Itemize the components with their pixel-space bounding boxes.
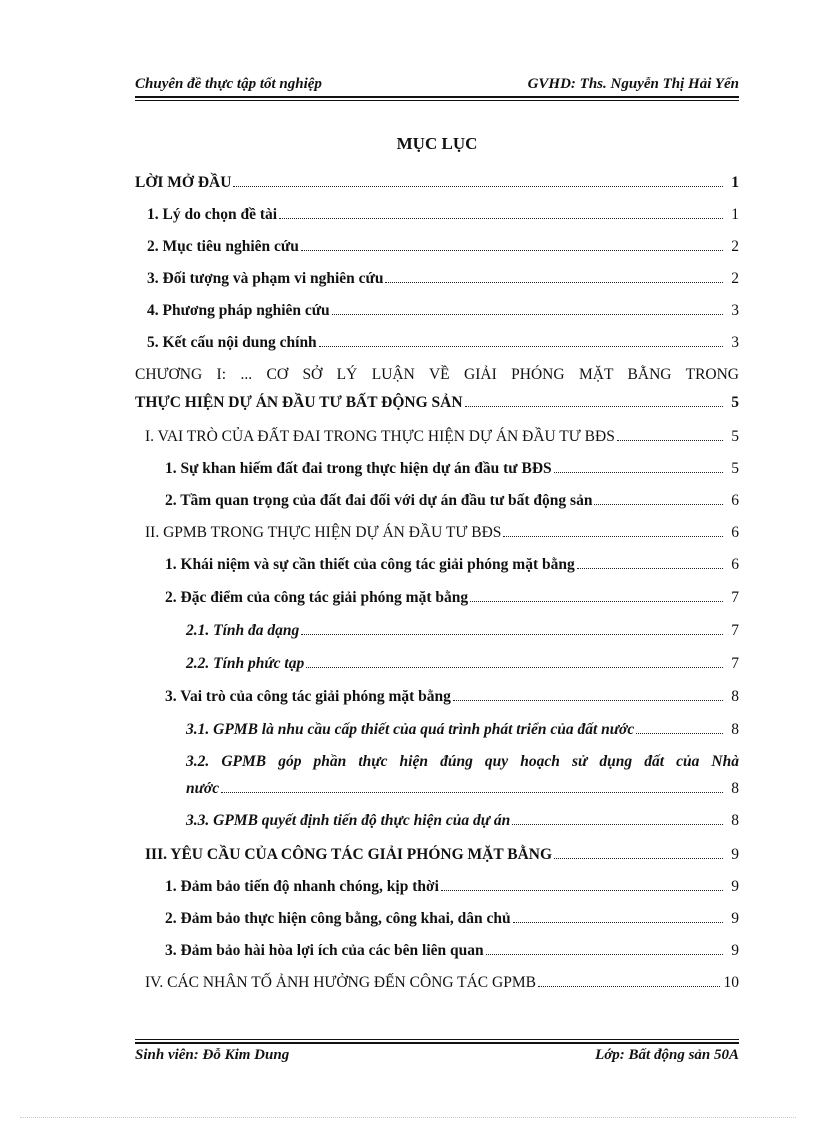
toc-entry-page: 8	[731, 688, 739, 705]
toc-entry[interactable]	[135, 298, 739, 320]
toc-entry[interactable]	[135, 842, 739, 864]
toc-entry-page: 1	[731, 206, 739, 223]
toc-entry[interactable]	[135, 938, 739, 960]
footer-rule	[135, 1042, 739, 1044]
toc-entry-page: 6	[731, 556, 739, 573]
toc-leader-dots	[301, 250, 723, 251]
toc-entry-label: 2. Tầm quan trọng của đất đai đối với dự án đầu tư bất động sản	[165, 492, 593, 509]
toc-entry-label: 3.1. GPMB là nhu cầu cấp thiết của quá trình phát triển của đất nước	[186, 721, 635, 738]
toc-entry-label: 3. Đảm bảo hài hòa lợi ích của các bên liên quan	[165, 942, 484, 959]
toc-entry[interactable]	[135, 390, 739, 412]
toc-leader-dots	[441, 890, 723, 891]
toc-leader-dots	[221, 792, 723, 793]
toc-entry-label: 1. Khái niệm và sự cần thiết của công tác giải phóng mặt bằng	[165, 556, 575, 573]
toc-entry-label: 3. Vai trò của công tác giải phóng mặt bằng	[165, 688, 451, 705]
toc-entry[interactable]	[135, 234, 739, 256]
toc-entry[interactable]	[135, 424, 739, 446]
toc-entry-label: III. YÊU CẦU CỦA CÔNG TÁC GIẢI PHÓNG MẶT BẰNG	[145, 846, 553, 863]
toc-entry-page: 2	[731, 238, 739, 255]
toc-leader-dots	[554, 858, 723, 859]
toc-leader-dots	[554, 472, 723, 473]
footer-student: Sinh viên: Đỗ Kim Dung	[135, 1047, 290, 1063]
toc-entry-label: 1. Đảm bảo tiến độ nhanh chóng, kịp thời	[165, 878, 439, 895]
page-title: MỤC LỤC	[396, 134, 478, 153]
toc-entry[interactable]	[135, 618, 739, 640]
toc-entry-page: 3	[731, 302, 739, 319]
toc-leader-dots	[453, 700, 723, 701]
toc-entry-label: LỜI MỞ ĐẦU	[135, 174, 232, 191]
toc-entry-label: I. VAI TRÒ CỦA ĐẤT ĐAI TRONG THỰC HIỆN DỰ ÁN ĐẦU TƯ BĐS	[145, 428, 615, 445]
toc-entry[interactable]	[135, 970, 739, 992]
toc-leader-dots	[503, 536, 723, 537]
toc-entry-label: 5. Kết cấu nội dung chính	[147, 334, 317, 351]
toc-entry-page: 1	[731, 174, 739, 191]
toc-entry-label: nước	[186, 780, 220, 797]
toc-leader-dots	[617, 440, 723, 441]
header-course-title: Chuyên đề thực tập tốt nghiệp	[135, 76, 322, 92]
toc-entry-page: 5	[731, 428, 739, 445]
toc-subsection-line1: 3.2. GPMB góp phần thực hiện đúng quy hoạch sử dụng đất của Nhà	[186, 753, 739, 770]
toc-entry-page: 9	[731, 942, 739, 959]
page-footer	[135, 1047, 739, 1067]
toc-leader-dots	[385, 282, 723, 283]
toc-entry[interactable]	[135, 717, 739, 739]
toc-leader-dots	[465, 406, 723, 407]
toc-entry-page: 8	[731, 780, 739, 797]
toc-leader-dots	[233, 186, 723, 187]
toc-leader-dots	[486, 954, 723, 955]
toc-entry[interactable]	[135, 266, 739, 288]
toc-entry[interactable]	[135, 808, 739, 830]
toc-entry-page: 7	[731, 622, 739, 639]
toc-entry-label: 2. Đảm bảo thực hiện công bằng, công khai, dân chủ	[165, 910, 511, 927]
page-header	[135, 76, 739, 96]
toc-entry-page: 9	[731, 878, 739, 895]
toc-leader-dots	[513, 922, 723, 923]
toc-entry-label: 2.1. Tính đa dạng	[186, 622, 300, 639]
toc-entry-label: THỰC HIỆN DỰ ÁN ĐẦU TƯ BẤT ĐỘNG SẢN	[135, 394, 463, 411]
toc-entry[interactable]	[135, 684, 739, 706]
toc-entry-page: 7	[731, 655, 739, 672]
toc-leader-dots	[306, 667, 723, 668]
toc-entry-label: IV. CÁC NHÂN TỐ ẢNH HƯỞNG ĐẾN CÔNG TÁC GPMB	[145, 974, 536, 991]
toc-leader-dots	[319, 346, 723, 347]
toc-leader-dots	[594, 504, 723, 505]
toc-entry-label: 2. Đặc điểm của công tác giải phóng mặt bằng	[165, 589, 469, 606]
toc-leader-dots	[470, 601, 723, 602]
toc-entry[interactable]	[135, 330, 739, 352]
page-edge-divider	[20, 1117, 796, 1118]
toc-entry-page: 7	[731, 589, 739, 606]
toc-entry-label: 4. Phương pháp nghiên cứu	[147, 302, 330, 319]
footer-class: Lớp: Bất động sản 50A	[595, 1047, 739, 1063]
toc-entry-label: 1. Lý do chọn đề tài	[147, 206, 278, 223]
header-rule	[135, 96, 739, 98]
toc-leader-dots	[301, 634, 723, 635]
toc-entry-page: 9	[731, 910, 739, 927]
toc-leader-dots	[512, 824, 723, 825]
toc-entry[interactable]	[135, 170, 739, 192]
toc-entry[interactable]	[135, 456, 739, 478]
toc-chapter-line1: CHƯƠNG I: ... CƠ SỞ LÝ LUẬN VỀ GIẢI PHÓNG MẶT BẰNG TRONG	[135, 366, 739, 383]
toc-entry[interactable]	[135, 776, 739, 798]
toc-entry-page: 6	[731, 524, 739, 541]
header-rule-thin	[135, 100, 739, 101]
toc-entry[interactable]	[135, 552, 739, 574]
header-supervisor: GVHD: Ths. Nguyễn Thị Hải Yến	[527, 76, 739, 92]
toc-entry-label: 2. Mục tiêu nghiên cứu	[147, 238, 299, 255]
toc-entry[interactable]	[135, 520, 739, 542]
toc-entry-page: 8	[731, 721, 739, 738]
toc-entry[interactable]	[135, 651, 739, 673]
toc-entry[interactable]	[135, 202, 739, 224]
toc-entry-label: 2.2. Tính phức tạp	[186, 655, 305, 672]
toc-entry[interactable]	[135, 585, 739, 607]
toc-entry-label: 3. Đối tượng và phạm vi nghiên cứu	[147, 270, 384, 287]
footer-rule-thin	[135, 1039, 739, 1040]
toc-leader-dots	[538, 986, 720, 987]
toc-entry-label: 1. Sự khan hiếm đất đai trong thực hiện dự án đầu tư BĐS	[165, 460, 552, 477]
toc-entry-page: 6	[731, 492, 739, 509]
toc-entry-page: 8	[731, 812, 739, 829]
toc-entry-page: 5	[731, 394, 739, 411]
toc-entry[interactable]	[135, 488, 739, 510]
toc-entry-page: 2	[731, 270, 739, 287]
toc-entry-page: 9	[731, 846, 739, 863]
toc-leader-dots	[636, 733, 723, 734]
toc-entry[interactable]	[135, 906, 739, 928]
toc-entry-page: 5	[731, 460, 739, 477]
toc-leader-dots	[577, 568, 723, 569]
toc-entry-page: 3	[731, 334, 739, 351]
toc-entry-label: II. GPMB TRONG THỰC HIỆN DỰ ÁN ĐẦU TƯ BĐS	[145, 524, 502, 541]
toc-leader-dots	[332, 314, 723, 315]
toc-leader-dots	[279, 218, 723, 219]
toc-entry-page: 10	[723, 974, 739, 991]
toc-entry-label: 3.3. GPMB quyết định tiến độ thực hiện của dự án	[186, 812, 511, 829]
toc-entry[interactable]	[135, 874, 739, 896]
